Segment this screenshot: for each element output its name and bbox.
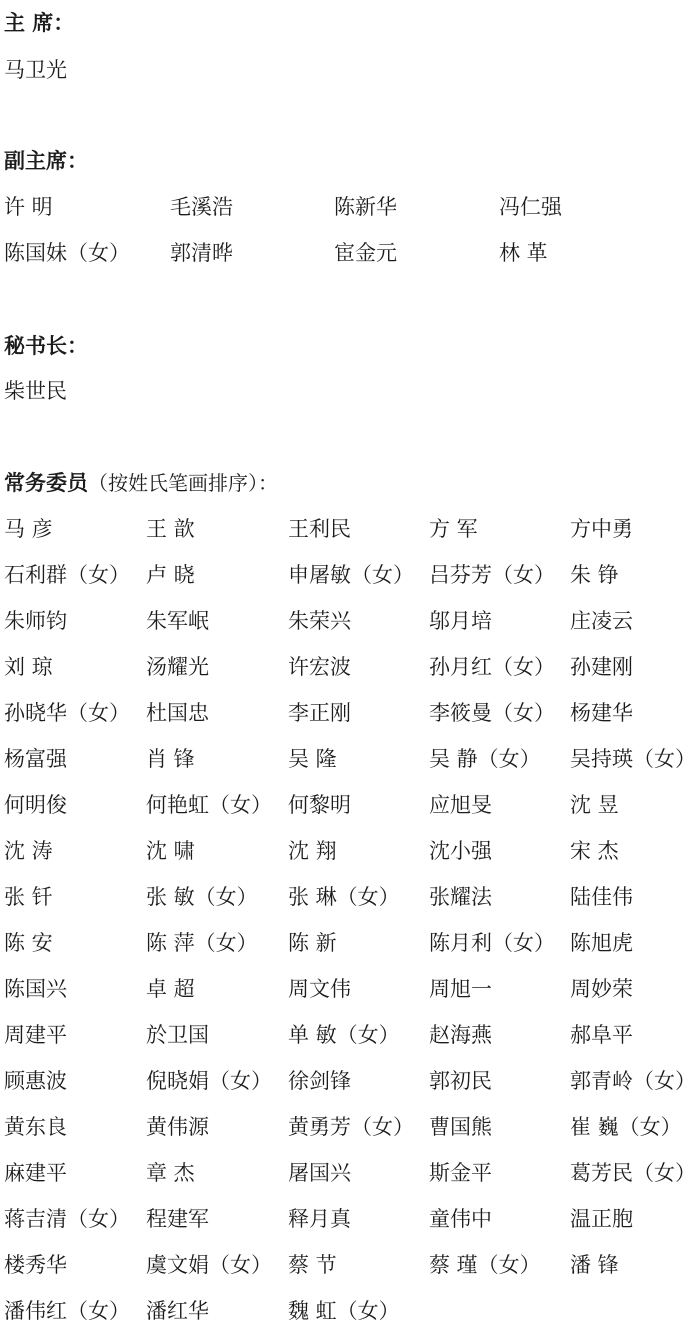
member-name: 卓 超	[146, 977, 195, 1001]
member-name: 於卫国	[146, 1023, 209, 1047]
member-name: 郝阜平	[570, 1023, 633, 1047]
name-row	[4, 1296, 700, 1326]
member-name: 黄伟源	[146, 1115, 209, 1139]
member-name: 杜国忠	[146, 701, 209, 725]
member-name: 曹国熊	[429, 1115, 492, 1139]
member-name: 毛溪浩	[170, 195, 233, 219]
member-name: 方 军	[429, 517, 478, 541]
member-name: 许 明	[4, 195, 53, 219]
member-name: 郭初民	[429, 1069, 492, 1093]
member-name: 陆佳伟	[570, 885, 633, 909]
member-name: 蔡 节	[288, 1253, 337, 1277]
member-name: 杨建华	[570, 701, 633, 725]
member-name: 陈旭虎	[570, 931, 633, 955]
member-name: 潘红华	[146, 1299, 209, 1323]
member-name: 沈 涛	[4, 839, 53, 863]
member-name: 郭清晔	[170, 241, 233, 265]
name-row	[4, 1158, 700, 1188]
member-name: 周文伟	[288, 977, 351, 1001]
member-name: 章 杰	[146, 1161, 195, 1185]
member-name: 应旭旻	[429, 793, 492, 817]
member-name: 陈 安	[4, 931, 53, 955]
member-name: 程建军	[146, 1207, 209, 1231]
member-name: 陈新华	[334, 195, 397, 219]
member-name: 徐剑锋	[288, 1069, 351, 1093]
member-name: 赵海燕	[429, 1023, 492, 1047]
member-name: 陈国兴	[4, 977, 67, 1001]
member-name: 陈国妹（女）	[4, 241, 130, 265]
standing-members-heading	[4, 468, 278, 498]
member-name: 孙建刚	[570, 655, 633, 679]
member-name: 沈 翔	[288, 839, 337, 863]
member-name: 温正胞	[570, 1207, 633, 1231]
member-name: 刘 琼	[4, 655, 53, 679]
name-row	[4, 744, 700, 774]
name-row	[4, 238, 700, 268]
member-name: 童伟中	[429, 1207, 492, 1231]
member-name: 李筱曼（女）	[429, 701, 555, 725]
name-row	[4, 1020, 700, 1050]
name-row	[4, 836, 700, 866]
name-row	[4, 974, 700, 1004]
name-row	[4, 928, 700, 958]
member-name: 张 钎	[4, 885, 53, 909]
member-name: 陈月利（女）	[429, 931, 555, 955]
name-row	[4, 1204, 700, 1234]
chair-heading: 主 席：	[4, 11, 75, 35]
member-name: 魏 虹（女）	[288, 1299, 400, 1323]
member-name: 林 革	[499, 241, 548, 265]
member-name: 倪晓娟（女）	[146, 1069, 272, 1093]
member-name: 虞文娟（女）	[146, 1253, 272, 1277]
member-name: 周建平	[4, 1023, 67, 1047]
member-name: 朱 铮	[570, 563, 619, 587]
name-row	[4, 192, 700, 222]
member-name: 沈 啸	[146, 839, 195, 863]
member-name: 宋 杰	[570, 839, 619, 863]
member-name: 郭青岭（女）	[570, 1069, 696, 1093]
member-name: 斯金平	[429, 1161, 492, 1185]
member-name: 孙晓华（女）	[4, 701, 130, 725]
member-name: 何艳虹（女）	[146, 793, 272, 817]
name-row	[4, 1066, 700, 1096]
member-name: 顾惠波	[4, 1069, 67, 1093]
member-name: 何明俊	[4, 793, 67, 817]
member-name: 朱荣兴	[288, 609, 351, 633]
member-name: 申屠敏（女）	[288, 563, 414, 587]
member-name: 潘 锋	[570, 1253, 619, 1277]
member-name: 宦金元	[334, 241, 397, 265]
member-name: 冯仁强	[499, 195, 562, 219]
member-name: 卢 晓	[146, 563, 195, 587]
member-name: 石利群（女）	[4, 563, 130, 587]
name-row	[4, 514, 700, 544]
secretary-general-heading: 秘书长：	[4, 334, 88, 358]
member-name: 吕芬芳（女）	[429, 563, 555, 587]
member-name: 蒋吉清（女）	[4, 1207, 130, 1231]
member-name: 吴 隆	[288, 747, 337, 771]
vice-chair-heading: 副主席：	[4, 149, 88, 173]
member-name: 屠国兴	[288, 1161, 351, 1185]
member-name: 何黎明	[288, 793, 351, 817]
member-name: 柴世民	[4, 379, 67, 403]
standing-members-title: 常务委员	[4, 471, 88, 495]
name-row	[4, 698, 700, 728]
member-name: 朱军岷	[146, 609, 209, 633]
member-name: 潘伟红（女）	[4, 1299, 130, 1323]
member-name: 沈 昱	[570, 793, 619, 817]
member-name: 麻建平	[4, 1161, 67, 1185]
member-name: 单 敏（女）	[288, 1023, 400, 1047]
member-name: 沈小强	[429, 839, 492, 863]
member-name: 周旭一	[429, 977, 492, 1001]
member-name: 吴持瑛（女）	[570, 747, 696, 771]
member-name: 方中勇	[570, 517, 633, 541]
member-name: 葛芳民（女）	[570, 1161, 696, 1185]
member-name: 张 琳（女）	[288, 885, 400, 909]
member-name: 吴 静（女）	[429, 747, 541, 771]
member-name: 王利民	[288, 517, 351, 541]
member-name: 许宏波	[288, 655, 351, 679]
member-name: 马卫光	[4, 58, 67, 82]
member-name: 释月真	[288, 1207, 351, 1231]
name-row	[4, 1112, 700, 1142]
name-row	[4, 606, 700, 636]
member-name: 蔡 瑾（女）	[429, 1253, 541, 1277]
name-row	[4, 376, 700, 406]
member-name: 汤耀光	[146, 655, 209, 679]
member-name: 张耀法	[429, 885, 492, 909]
member-name: 肖 锋	[146, 747, 195, 771]
member-name: 朱师钧	[4, 609, 67, 633]
member-name: 王 歆	[146, 517, 195, 541]
member-name: 陈 萍（女）	[146, 931, 258, 955]
member-name: 李正刚	[288, 701, 351, 725]
member-name: 周妙荣	[570, 977, 633, 1001]
member-name: 楼秀华	[4, 1253, 67, 1277]
member-name: 庄凌云	[570, 609, 633, 633]
member-name: 崔 巍（女）	[570, 1115, 682, 1139]
name-row	[4, 790, 700, 820]
member-name: 邬月培	[429, 609, 492, 633]
name-row	[4, 1250, 700, 1280]
name-row	[4, 560, 700, 590]
member-name: 马 彦	[4, 517, 53, 541]
name-row	[4, 882, 700, 912]
member-name: 黄勇芳（女）	[288, 1115, 414, 1139]
member-name: 孙月红（女）	[429, 655, 555, 679]
member-name: 张 敏（女）	[146, 885, 258, 909]
name-row	[4, 652, 700, 682]
standing-members-order-note: （按姓氏笔画排序）：	[88, 471, 278, 495]
member-name: 杨富强	[4, 747, 67, 771]
member-name: 黄东良	[4, 1115, 67, 1139]
member-name: 陈 新	[288, 931, 337, 955]
name-row	[4, 55, 700, 85]
